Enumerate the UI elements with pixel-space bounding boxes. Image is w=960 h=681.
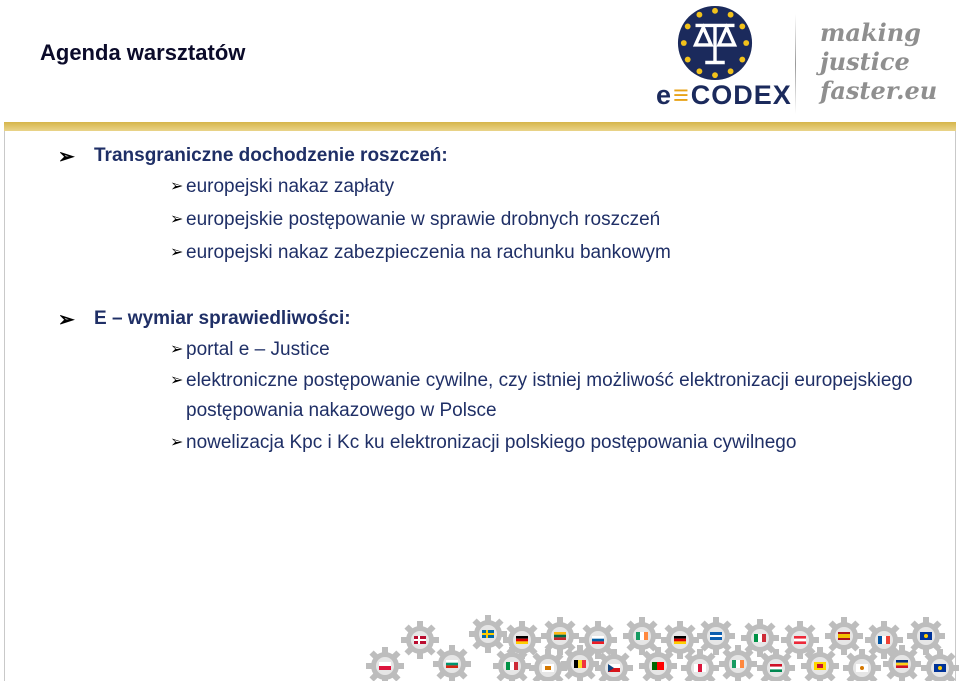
- list-item: ➢ europejskie postępowanie w sprawie drobnych roszczeń: [170, 203, 938, 236]
- list-item: ➢ nowelizacja Kpc i Kc ku elektronizacji polskiego postępowania cywilnego: [170, 426, 938, 459]
- slogan-line-1: making: [820, 18, 921, 47]
- slogan: [820, 18, 937, 105]
- top-gold-band: [4, 122, 956, 131]
- slogan-line-3: faster.eu: [820, 76, 938, 105]
- wordmark-separator-icon: ≡: [673, 80, 690, 110]
- agenda-section-1: [58, 142, 938, 269]
- list-item: ➢ europejski nakaz zabezpieczenia na rachunku bankowym: [170, 236, 938, 269]
- logo-divider: [795, 14, 796, 114]
- arrow-bullet-icon: ➢: [170, 244, 184, 261]
- ecodex-wordmark: e≡CODEX: [656, 80, 792, 110]
- slogan-line-2: justice: [820, 47, 910, 76]
- section-heading: ➢ Transgraniczne dochodzenie roszczeń:: [58, 145, 448, 168]
- list-item: ➢ portal e – Justice: [170, 333, 938, 366]
- sub-list: [58, 170, 938, 269]
- arrow-bullet-icon: ➢: [170, 341, 184, 358]
- list-item: ➢ elektroniczne postępowanie cywilne, czy istniej możliwość elektronizacji europejskiego postępowania nakazowego w Polsce: [170, 366, 938, 426]
- agenda-content: [58, 142, 938, 459]
- arrow-bullet-icon: ➢: [170, 211, 184, 228]
- arrow-bullet-icon: ➢: [170, 434, 184, 451]
- sub-list: [58, 333, 938, 459]
- logo-block: [650, 2, 950, 120]
- section-heading: ➢ E – wymiar sprawiedliwości:: [58, 308, 351, 331]
- agenda-section-2: [58, 305, 938, 459]
- arrow-bullet-icon: ➢: [58, 308, 75, 331]
- list-item: ➢ europejski nakaz zapłaty: [170, 170, 938, 203]
- arrow-bullet-icon: ➢: [58, 145, 75, 168]
- arrow-bullet-icon: ➢: [170, 372, 184, 389]
- arrow-bullet-icon: ➢: [170, 178, 184, 195]
- slide-title: Agenda warsztatów: [40, 40, 246, 65]
- ecodex-emblem-icon: [676, 4, 754, 82]
